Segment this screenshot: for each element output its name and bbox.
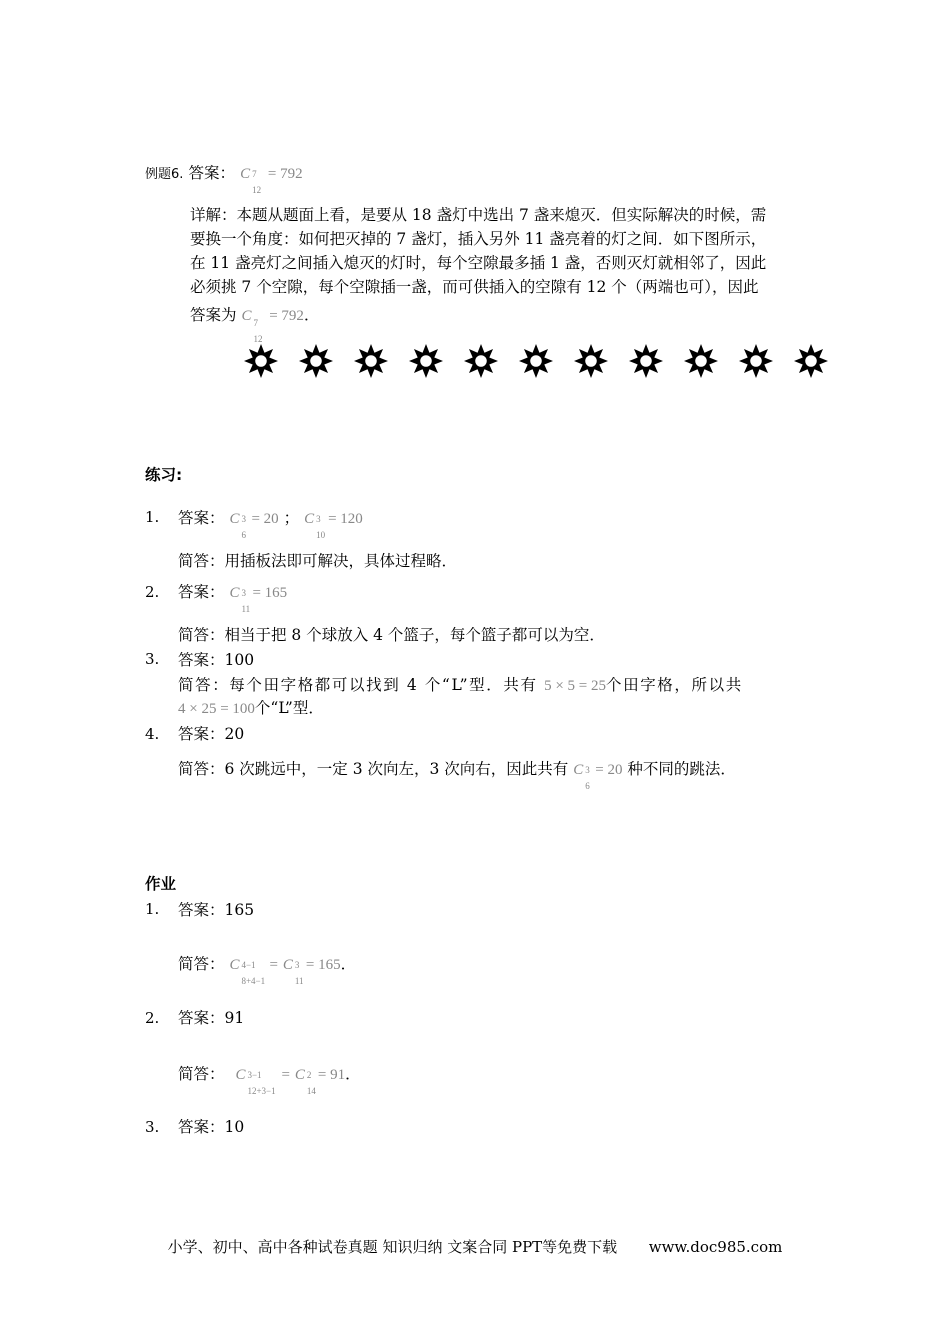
practice-1-formula-1: C 3 6 = 20 [229, 511, 279, 540]
lamp-icon [573, 343, 609, 379]
detail-line: 在 11 盏亮灯之间插入熄灭的灯时，每个空隙最多插 1 盏，否则灭灯就相邻了，因此 [190, 254, 767, 272]
detail-line: 必须挑 7 个空隙，每个空隙插一盏，而可供插入的空隙有 12 个（两端也可），因此 [190, 278, 759, 296]
practice-heading: 练习: [145, 466, 183, 484]
practice-1-brief: 简答：用插板法即可解决，具体过程略． [178, 552, 458, 570]
homework-1-answer: 答案：165 [178, 901, 255, 919]
practice-3-num: 3. [145, 650, 160, 668]
lamp-icon [628, 343, 664, 379]
example6-answer-formula: C 7 12 = 792 [240, 166, 303, 195]
lamp-icon [298, 343, 334, 379]
detail-line: 要换一个角度：如何把灭掉的 7 盏灯，插入另外 11 盏亮着的灯之间．如下图所示， [190, 230, 767, 248]
practice-3-math-1: 5 × 5 = 25 [544, 678, 606, 694]
lamp-icon [408, 343, 444, 379]
practice-4-brief: 简答：6 次跳远中，一定 3 次向左，3 次向右，因此共有 C 3 6 = 20 种不同的跳法． [178, 760, 736, 791]
detail-line: 详解：本题从题面上看，是要从 18 盏灯中选出 7 盏来熄灭．但实际解决的时候，需 [190, 206, 767, 224]
example6-detail [190, 203, 810, 344]
homework-2-answer: 答案：91 [178, 1009, 245, 1027]
practice-3-brief-2: 4 × 25 = 100个“L”型． [178, 699, 324, 717]
lamp-icon [243, 343, 279, 379]
practice-3-brief: 简答：每个田字格都可以找到 4 个“L”型．共有 5 × 5 = 25个田字格，所以共 [178, 676, 743, 694]
lamp-icon [738, 343, 774, 379]
detail-formula: C 7 12 = 792 [241, 308, 304, 344]
lamp-icon [463, 343, 499, 379]
footer-right: www.doc985.com [648, 1238, 783, 1256]
homework-3-num: 3. [145, 1118, 160, 1136]
homework-2-formula-2: C 2 14 = 91 [294, 1067, 346, 1096]
homework-1-formula-2: C 3 11 = 165 [282, 957, 341, 986]
homework-heading: 作业 [145, 875, 177, 893]
practice-1-answer: 答案： C 3 6 = 20 ； C 3 10 = 120 [178, 509, 363, 540]
lamp-icon [353, 343, 389, 379]
practice-3-answer: 答案：100 [178, 651, 255, 669]
homework-2-num: 2. [145, 1009, 160, 1027]
footer-left: 小学、初中、高中各种试卷真题 知识归纳 文案合同 PPT等免费下载 [167, 1238, 618, 1256]
homework-1-formula-1: C 4−1 8+4−1 = [229, 957, 278, 986]
homework-2-brief: 简答： C 3−1 12+3−1 = C 2 14 = 91． [178, 1065, 361, 1096]
homework-1-brief: 简答： C 4−1 8+4−1 = C 3 11 = 165． [178, 955, 357, 986]
lamp-icon [518, 343, 554, 379]
practice-1-num: 1. [145, 508, 160, 526]
homework-2-formula-1: C 3−1 12+3−1 = [235, 1067, 290, 1096]
practice-2-answer: 答案： C 3 11 = 165 [178, 583, 288, 614]
footer [0, 1236, 950, 1257]
example6-header [145, 162, 303, 195]
homework-3-answer: 答案：10 [178, 1118, 245, 1136]
practice-2-num: 2. [145, 583, 160, 601]
homework-1-num: 1. [145, 900, 160, 918]
detail-last-line: 答案为 C 7 12 = 792． [190, 306, 320, 344]
practice-2-brief: 简答：相当于把 8 个球放入 4 个篮子，每个篮子都可以为空． [178, 626, 605, 644]
practice-1-formula-2: C 3 10 = 120 [304, 511, 363, 540]
example6-answer-prefix: 答案： [188, 164, 236, 182]
lamp-icon [683, 343, 719, 379]
example6-label: 例题6. [145, 167, 184, 182]
practice-3-math-2: 4 × 25 = 100 [178, 701, 255, 717]
lamp-icon [793, 343, 829, 379]
practice-4-num: 4. [145, 725, 160, 743]
lamp-row [243, 343, 829, 379]
practice-4-formula: C 3 6 = 20 [573, 762, 623, 791]
practice-4-answer: 答案：20 [178, 725, 245, 743]
practice-2-formula: C 3 11 = 165 [229, 585, 288, 614]
